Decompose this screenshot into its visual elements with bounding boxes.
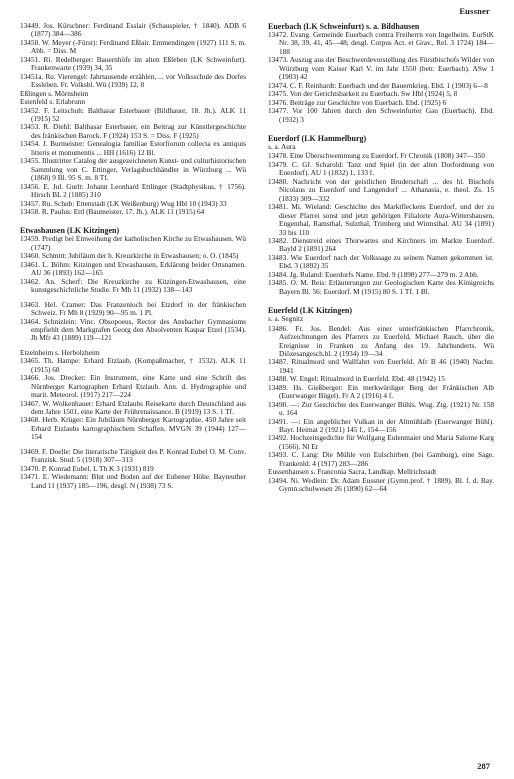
bib-entry: 13452. F. Leitschuh: Balthasar Esterbauer (Bildhauer, 18. Jh.). ALK 11 (1915) 52 bbox=[20, 105, 246, 123]
bib-entry: 13456. E. Jul. Gurlt: Johann Leonhard Ettlinger (Stadtphysikus, † 1756). Hirsch BL 2 (1885) 310 bbox=[20, 181, 246, 200]
bib-entry: 13486. Fr. Jos. Bendel: Aus einer unterfränkischen Pfarrchronik, Aufzeichnungen des Pfarrers zu Euerfeld, Michael Rauch, über die Ereignisse in Franken zu Anfang des 19. Jahrhunderts. Wü Diözesangesch.bl. 2 (1934) 19—34 bbox=[268, 323, 494, 358]
bib-entry: 13471. E. Wiedemann: Blut und Boden auf der Eubener Höhe. Bayreuther Land 11 (1937) 185—196, desgl. N (1938) 73 S. bbox=[20, 472, 246, 490]
bib-entry: 13481. Mi. Wieland: Geschichte des Marktfleckens Euerdorf, und der zu dieser Pfarrei sonst und jetzt gehörigen Filialorte Aura-Wittershausen, Engenthal, Ramsthal, Sulzthal, Trimberg und Wirmsthal. AU 34 (1891) 33 bis 110 bbox=[268, 202, 494, 237]
section-heading: Euerfeld (LK Kitzingen) bbox=[268, 306, 352, 316]
bib-entry: 13463. Hel. Cramer: Das Franzenloch bei Etzdorf in der fränkischen Schweiz. Fr Mh 8 (1929) 90—95 m. 1 Pl. bbox=[20, 299, 246, 318]
bib-entry: 13494. Ni. Wedlein: Dr. Adam Eussner (Gymn.prof. † 1889). Bl. f. d. Bay. Gymn.schulwesen 26 (1890) 62—64 bbox=[268, 475, 494, 494]
bib-entry: 13461. L. Böhm: Kitzingen und Etwashausen, Erklärung beider Ortsnamen. AU 36 (1893) 162—165 bbox=[20, 259, 246, 278]
bib-entry: 13472. Evang. Gemeinde Euerbach contra Freiherrn von Ingelheim. EurStK Nr. 38, 39, 41, 45—48; desgl. Corpus Act. et Grav., Rel. 3 1724) 184—188 bbox=[268, 30, 494, 56]
bib-entry: 13451. Ri. Redelberger: Bauernhöfe im alten Eßleben (LK Schweinfurt). Frankenwarte (1939) 34, 35 bbox=[20, 54, 246, 73]
bib-entry: 13470. P. Konrad Eubel. L Th K 3 (1931) 819 bbox=[20, 463, 154, 473]
spacer bbox=[268, 124, 494, 130]
bib-entry: 13457. Ru. Schub: Ettenstadt (LK Weißenburg) Wug Hbl 10 (1943) 33 bbox=[20, 198, 227, 208]
cross-reference: s. a. Segnitz bbox=[268, 314, 304, 324]
bib-entry: 13487. Ritualmord und Wallfahrt von Euerfeld. Afr B 46 (1940) Nachtr. 1941 bbox=[268, 357, 494, 375]
bib-entry: 13483. Wie Euerdorf nach der Volkssage zu seinem Namen gekommen ist. Ebd. 3 (1892) 35 bbox=[268, 252, 494, 271]
bib-entry: 13467. W. Wolkenhauer: Erhard Etzlaubs Reisekarte durch Deutschland aus dem Jahre 1501, eine Karte der Frührenaissance. B (1919) 13 S. 1 Tf. bbox=[20, 398, 246, 417]
bib-entry: 13459. Predigt bei Einweihung der katholischen Kirche zu Etwashausen. Wü (1747) bbox=[20, 234, 246, 252]
bib-entry: 13454. J. Burmeister: Genealogia familiae Estorfiorum collecta ex antiquis litteris et monumentis ... HH (1616) 12 Bl. bbox=[20, 139, 246, 157]
bib-entry: 13488. W. Engel: Ritualmord in Euerfeld. Ebd. 48 (1942) 15 bbox=[268, 374, 445, 384]
running-header: Eussner bbox=[459, 6, 490, 16]
bib-entry: 13490. —: Zur Geschichte des Euerwanger Bühls. Wug. Ztg. (1921) Nr. 158 u. 164 bbox=[268, 399, 494, 418]
bib-entry: 13450. W. Meyer (-Fürst): Ferdinand Eßlair. Emmendingen (1927) 111 S. m. Abb. = Diss. M bbox=[20, 37, 246, 56]
bib-entry: 13476. Beiträge zur Geschichte von Euerbach. Ebd. (1925) 6 bbox=[268, 97, 447, 107]
bib-entry: 13480. Nachricht von der geistlichen Bruderschaft ... des hl. Bischofs Nicolaus zu Euerdorf und Langendorf ... Athanasia, e. theol. Zs. 15 (1833) 309—332 bbox=[268, 176, 494, 203]
bib-entry: 13466. Jos. Drecker: Ein Instrument, eine Karte und eine Schrift des Nürnberger Kartographen Erhard Etzlaub. Ann. d. Hydrographie und marit. Meteorol. (1917) 217—224 bbox=[20, 373, 246, 400]
bib-entry: 13468. Herb. Krüger: Ein Jubiläum Nürnberger Kartographie, 450 Jahre seit Erhard Etzlaubs kartographischem Schaffen. MVGN 39 (1944) 127—154 bbox=[20, 415, 246, 442]
bib-entry: 13453. R. Diehl: Balthasar Esterbauer, ein Beitrag zur Künstlergeschichte des fränkischen Barock. F (1924) 153 S. = Diss. F (1925) bbox=[20, 122, 246, 140]
bib-entry: 13492. Hochzeitsgedichte für Wolfgang Eulenmaier und Maria Salome Karg (1566). Nl Er bbox=[268, 433, 494, 451]
cross-reference: Estenfeld s. Erlabrunn bbox=[20, 97, 86, 107]
cross-reference: s. a. Aura bbox=[268, 141, 296, 151]
bib-entry: 13477. Vor 100 Jahren durch den Schweinfurter Gau (Euerbach). Ebd. (1932) 3 bbox=[268, 106, 494, 124]
bib-entry: 13462. An. Scherf: Die Kreuzkirche zu Kitzingen-Etwashausen, eine kunstgeschichtliche Studie. Fr Mh 11 (1932) 138—143 bbox=[20, 276, 246, 295]
bib-entry: 13479. C. Gf. Scharold: Tanz und Spiel (in der alten Dorfordnung von Euerdorf). AU 1 (1832) 1, 133 f. bbox=[268, 159, 494, 178]
bib-entry: 13469. F. Doelle: Die literarische Tätigkeit des P. Konrad Eubel O. M. Conv. Franzisk. Stud. 5 (1918) 307—313 bbox=[20, 446, 246, 465]
bib-entry: 13460. Schmitt: Jubiläum der h. Kreuzkirche in Etwashausen; o. O. (1845) bbox=[20, 251, 239, 261]
bib-entry: 13458. R. Paulus: Ettl (Baumeister, 17. Jh.). ALK 11 (1915) 64 bbox=[20, 206, 205, 216]
bib-entry: 13482. Dienstreid eines Thorwartes und Kirchners im Markte Euerdorf. Bayld 2 (1891) 264 bbox=[268, 235, 494, 254]
spacer bbox=[20, 216, 246, 222]
spacer bbox=[268, 296, 494, 302]
cross-reference: Etzelnheim s. Herbolzheim bbox=[20, 347, 100, 357]
bib-entry: 13474. C. F. Reinhardt: Euerbach und der Bauernkrieg. Ebd. 1 (1903) 6—8 bbox=[268, 80, 488, 90]
bib-entry: 13493. C. Lang: Die Mühle von Eulschirben (bei Gamburg), eine Sage. Frankenld. 4 (1917) 283—286 bbox=[268, 450, 494, 468]
bib-entry: 13449. Jos. Kürschner: Ferdinand Esslair (Schauspieler, † 1840). ADB 6 (1877) 384—386 bbox=[20, 21, 246, 39]
page-number: 287 bbox=[477, 761, 490, 771]
bib-entry: 13475. Von der Gerichtsbarkeit zu Euerbach. Sw Hbl (1924) 5, 8 bbox=[268, 89, 458, 99]
cross-reference: Eussenhausen s. Franconia Sacra, Landkap. Mellrichstadt bbox=[268, 467, 437, 477]
bib-entry: 13465. Th. Hampe: Erhard Etzlaub, (Kompaßmacher, † 1532). ALK 11 (1915) 68 bbox=[20, 356, 246, 374]
bib-entry: 13473. Auszug aus der Beschwerdevorstellung des Fürstbischofs Wilder von Würzburg vom Kaiser Karl V. im Jahr 1550 (betr. Euerbach). ASw 1 (1903) 42 bbox=[268, 55, 494, 82]
right-column bbox=[268, 22, 494, 494]
section-heading: Euerdorf (LK Hammelburg) bbox=[268, 133, 367, 143]
bib-entry: 13485. O. M. Reis: Erläuterungen zur Geologischen Karte des Königreichs Bayern Bl. 56: Euerdorf. M (1915) 80 S. 1 Tf. 1 Bl. bbox=[268, 278, 494, 296]
bib-entry: 13489. Hs. Gießberger: Ein merkwürdiger Berg der Fränkischen Alb (Euerwanger Bügel). Fr A 2 (1916) 4 f. bbox=[268, 382, 494, 401]
bib-entry: 13484. Jg. Ruland: Euerdorfs Name. Ebd. 9 (1898) 277—279 m. 2 Abb. bbox=[268, 269, 479, 279]
section-heading: Etwashausen (LK Kitzingen) bbox=[20, 226, 120, 236]
left-column bbox=[20, 22, 246, 490]
cross-reference: Eßlingen s. Mörnsheim bbox=[20, 88, 89, 98]
bib-entry: 13478. Eine Überschwemmung zu Euerdorf. Fr Chronik (1808) 347—350 bbox=[268, 151, 485, 161]
bib-entry: 13455. Illustrirter Catalog der ausgezeichneten Kunst- und culturhistorischen Sammlung von C. Ettinger, Verlagsbuchhändler in Würzburg ... Wü (1868) 9 Bl. 95 S. m. 8 Tf. bbox=[20, 156, 246, 183]
bib-entry: 13491. —: Ein angeblicher Vulkan in der Altmühlalb (Euerwanger Bühl). Bayr. Heimat 2 (1921) 145 f., 154—156 bbox=[268, 416, 494, 435]
bib-entry: 13451a. Ru. Vierengel: Jahrtausende erzählen, ... vor Volksschule des Dorfes Essleben. Fr. Volksbl. Wü (1939) 12, 8 bbox=[20, 71, 246, 90]
bib-entry: 13464. Schnizlein: Vinc. Obsopoeus, Rector des Ansbacher Gymnasiums empfiehlt dem Markgrafen Georg den Absolventen Kaspar Etzel (1534). Jb Mfr 43 (1889) 119—121 bbox=[20, 316, 246, 343]
section-heading: Euerbach (LK Schweinfurt) s. a. Bildhausen bbox=[268, 22, 420, 31]
